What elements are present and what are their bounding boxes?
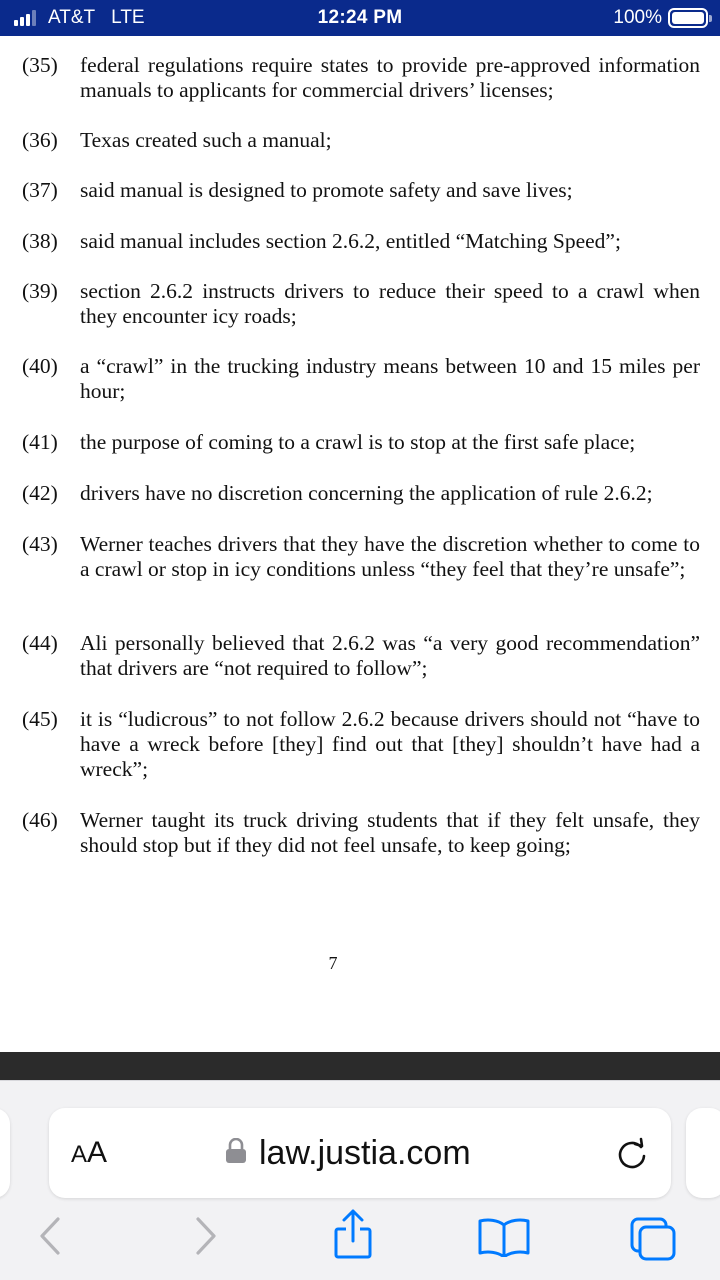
page-separator xyxy=(0,1052,720,1080)
reload-icon xyxy=(615,1158,649,1175)
item-number: (40) xyxy=(22,354,58,378)
back-icon xyxy=(36,1213,66,1259)
previous-tab-preview[interactable] xyxy=(0,1108,10,1198)
url-display[interactable] xyxy=(225,1134,471,1173)
text-size-button[interactable] xyxy=(71,1136,107,1170)
item-text: Texas created such a manual; xyxy=(80,128,332,152)
browser-toolbar xyxy=(0,1080,720,1280)
address-bar[interactable] xyxy=(49,1108,671,1198)
item-number: (35) xyxy=(22,53,58,77)
battery-percent: 100% xyxy=(613,7,662,28)
battery-icon xyxy=(668,8,708,28)
item-text: Werner taught its truck driving students that if they felt unsafe, they should stop but if they did not feel unsafe, to keep going; xyxy=(80,808,700,857)
url-text: law.justia.com xyxy=(259,1134,471,1172)
item-number: (39) xyxy=(22,279,58,303)
item-text: Werner teaches drivers that they have the discretion whether to come to a crawl or stop in icy conditions unless “they feel that they’re unsafe”; xyxy=(80,532,700,581)
tabs-button[interactable] xyxy=(628,1215,680,1263)
next-tab-preview[interactable] xyxy=(686,1108,720,1198)
item-text: said manual is designed to promote safety and save lives; xyxy=(80,178,573,202)
page-number: 7 xyxy=(328,953,338,973)
item-number: (42) xyxy=(22,481,58,505)
item-number: (41) xyxy=(22,430,58,454)
network-type: LTE xyxy=(111,7,145,28)
item-text: it is “ludicrous” to not follow 2.6.2 because drivers should not “have to have a wreck before [they] find out that [they] shouldn’t have had a wreck”; xyxy=(80,707,700,781)
item-number: (45) xyxy=(22,707,58,731)
item-number: (36) xyxy=(22,128,58,152)
status-right xyxy=(613,7,708,29)
reload-button[interactable] xyxy=(615,1135,649,1176)
tabs-icon xyxy=(628,1215,680,1263)
clock: 12:24 PM xyxy=(317,7,403,28)
bookmarks-icon xyxy=(476,1217,532,1257)
share-button[interactable] xyxy=(330,1207,376,1263)
item-number: (38) xyxy=(22,229,58,253)
item-text: drivers have no discretion concerning the application of rule 2.6.2; xyxy=(80,481,653,505)
forward-icon xyxy=(190,1213,220,1259)
status-bar xyxy=(0,0,720,36)
text-size-large-a: A xyxy=(87,1136,108,1169)
item-number: (43) xyxy=(22,532,58,556)
document-page[interactable] xyxy=(0,36,720,1052)
item-text: the purpose of coming to a crawl is to stop at the first safe place; xyxy=(80,430,636,454)
item-text: said manual includes section 2.6.2, entitled “Matching Speed”; xyxy=(80,229,621,253)
item-number: (46) xyxy=(22,808,58,832)
carrier-name: AT&T xyxy=(48,7,96,28)
share-icon xyxy=(330,1207,376,1263)
forward-button[interactable] xyxy=(190,1213,220,1259)
bookmarks-button[interactable] xyxy=(476,1217,532,1257)
item-number: (37) xyxy=(22,178,58,202)
text-size-small-a: A xyxy=(71,1141,88,1168)
item-number: (44) xyxy=(22,631,58,655)
item-text: a “crawl” in the trucking industry means between 10 and 15 miles per hour; xyxy=(80,354,700,403)
item-text: section 2.6.2 instructs drivers to reduce their speed to a crawl when they encounter icy roads; xyxy=(80,279,700,328)
item-text: federal regulations require states to provide pre-approved information manuals to applicants for commercial drivers’ licenses; xyxy=(80,53,700,102)
lock-icon xyxy=(225,1138,247,1169)
item-text: Ali personally believed that 2.6.2 was “a very good recommendation” that drivers are “not required to follow”; xyxy=(80,631,700,680)
back-button[interactable] xyxy=(36,1213,66,1259)
